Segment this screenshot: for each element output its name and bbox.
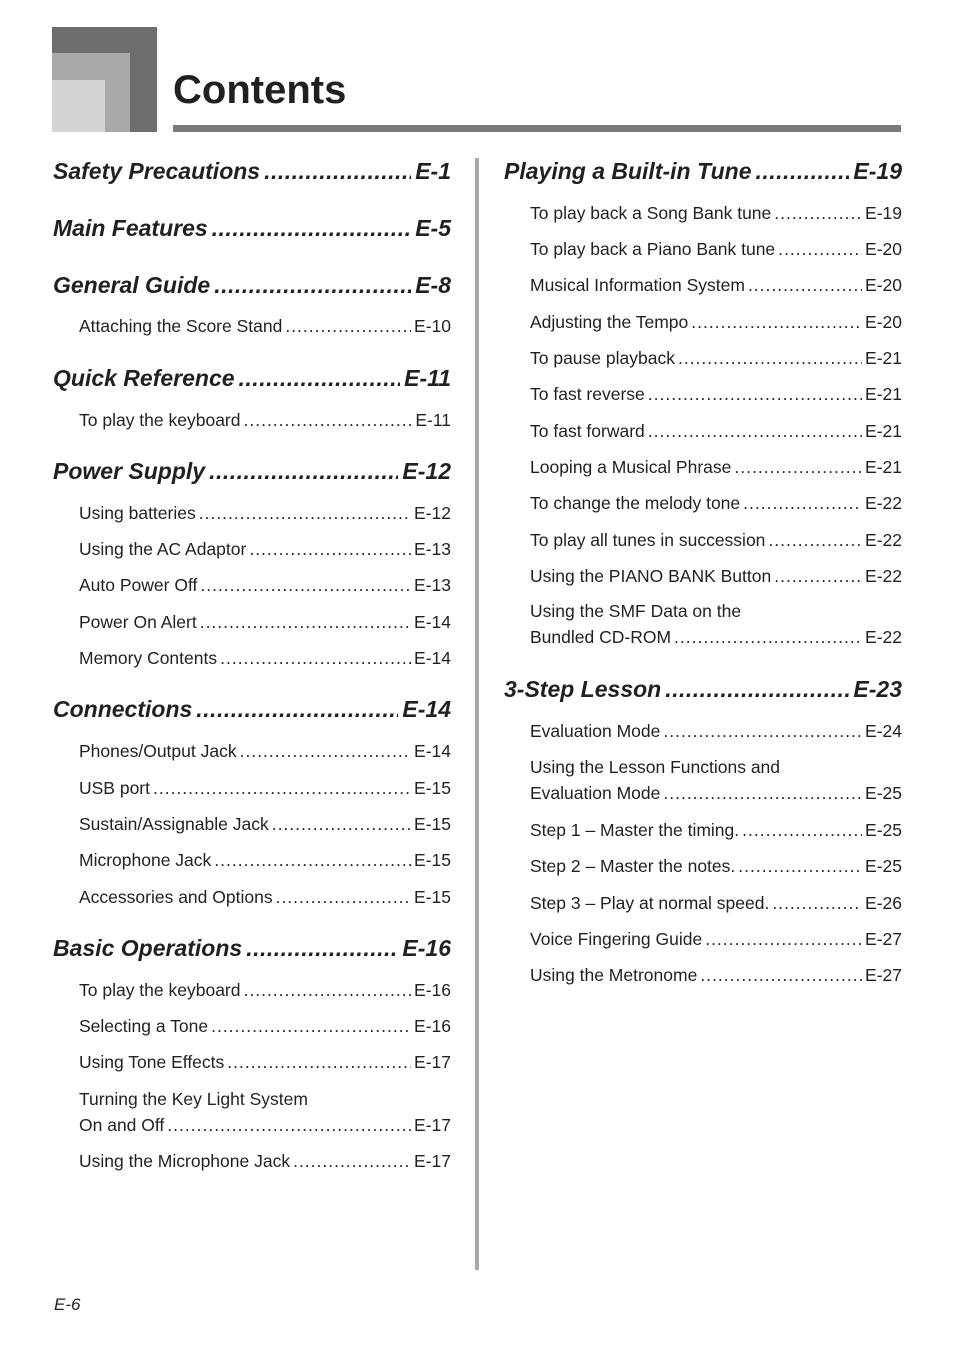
toc-entry[interactable]	[530, 237, 902, 261]
entry-page: E-24	[865, 721, 902, 741]
toc-entry[interactable]	[530, 528, 902, 552]
toc-entry[interactable]	[79, 646, 451, 670]
entry-label: Looping a Musical Phrase	[530, 457, 732, 477]
page-number: E-6	[54, 1295, 81, 1314]
toc-entry[interactable]	[530, 854, 902, 878]
section-title: Safety Precautions	[53, 158, 261, 184]
toc-entry[interactable]	[79, 739, 451, 763]
toc-entry[interactable]	[530, 201, 902, 225]
dot-leader	[214, 848, 411, 872]
header-decoration-inner	[52, 80, 105, 132]
entry-label: Voice Fingering Guide	[530, 929, 703, 949]
entry-label: Sustain/Assignable Jack	[79, 814, 269, 834]
entry-label: To play back a Song Bank tune	[530, 203, 772, 223]
section-title: Quick Reference	[53, 365, 235, 391]
entry-label: Power On Alert	[79, 612, 197, 632]
section-page: E-14	[402, 696, 451, 722]
toc-entry[interactable]	[530, 273, 902, 297]
toc-entry[interactable]	[79, 812, 451, 836]
entry-label-line1: Turning the Key Light System	[79, 1089, 308, 1109]
toc-section[interactable]	[53, 933, 451, 963]
dot-leader	[663, 781, 862, 805]
entry-label: Musical Information System	[530, 275, 745, 295]
entry-page: E-19	[865, 203, 902, 223]
entry-label-line1: Using the Lesson Functions and	[530, 757, 781, 777]
toc-entry[interactable]	[79, 885, 451, 909]
toc-entry[interactable]	[79, 573, 451, 597]
entry-label: USB port	[79, 778, 150, 798]
entry-page: E-26	[865, 893, 902, 913]
entry-page: E-22	[865, 530, 902, 550]
dot-leader	[214, 270, 411, 300]
section-title: Main Features	[53, 215, 208, 241]
dot-leader	[200, 573, 411, 597]
toc-entry[interactable]	[530, 599, 902, 651]
section-title: 3-Step Lesson	[504, 676, 662, 702]
toc-section[interactable]	[53, 363, 451, 393]
entry-label: Adjusting the Tempo	[530, 312, 689, 332]
entry-label: Auto Power Off	[79, 575, 198, 595]
entry-page: E-27	[865, 929, 902, 949]
entry-page: E-16	[414, 1016, 451, 1036]
entry-page: E-15	[414, 778, 451, 798]
entry-page: E-13	[414, 575, 451, 595]
entry-page: E-21	[865, 348, 902, 368]
toc-entry[interactable]	[530, 382, 902, 406]
entry-label: Using the AC Adaptor	[79, 539, 247, 559]
section-title: Connections	[53, 696, 193, 722]
entry-page: E-20	[865, 312, 902, 332]
entry-label: Using batteries	[79, 503, 196, 523]
toc-entry[interactable]	[79, 408, 451, 432]
dot-leader	[768, 528, 862, 552]
dot-leader	[211, 1014, 411, 1038]
dot-leader	[153, 776, 411, 800]
entry-label: To pause playback	[530, 348, 675, 368]
toc-entry[interactable]	[79, 610, 451, 634]
toc-section[interactable]	[504, 156, 902, 186]
section-page: E-16	[402, 935, 451, 961]
entry-label: Memory Contents	[79, 648, 218, 668]
entry-page: E-12	[414, 503, 451, 523]
dot-leader	[209, 456, 398, 486]
entry-label: Step 2 – Master the notes.	[530, 856, 736, 876]
entry-label: Phones/Output Jack	[79, 741, 237, 761]
entry-page: E-14	[414, 741, 451, 761]
dot-leader	[663, 719, 862, 743]
dot-leader	[276, 885, 411, 909]
title-rule	[173, 125, 901, 132]
entry-page: E-22	[865, 627, 902, 647]
toc-entry[interactable]	[530, 564, 902, 588]
toc-section[interactable]	[53, 694, 451, 724]
dot-leader	[212, 213, 412, 243]
entry-label: To fast reverse	[530, 384, 645, 404]
toc-entry[interactable]	[530, 419, 902, 443]
dot-leader	[772, 891, 862, 915]
toc-entry[interactable]	[530, 491, 902, 515]
dot-leader	[200, 610, 411, 634]
toc-entry[interactable]	[530, 346, 902, 370]
dot-leader	[774, 201, 862, 225]
entry-label: Using Tone Effects	[79, 1052, 225, 1072]
dot-leader	[199, 501, 411, 525]
entry-page: E-14	[414, 612, 451, 632]
entry-label: To play all tunes in succession	[530, 530, 766, 550]
entry-label: Using the PIANO BANK Button	[530, 566, 772, 586]
dot-leader	[220, 646, 411, 670]
dot-leader	[285, 314, 411, 338]
entry-page: E-20	[865, 275, 902, 295]
toc-entry[interactable]	[530, 891, 902, 915]
entry-page: E-10	[414, 316, 451, 336]
dot-leader	[748, 273, 862, 297]
dot-leader	[678, 346, 862, 370]
dot-leader	[738, 854, 862, 878]
dot-leader	[272, 812, 411, 836]
entry-label-line1: Using the SMF Data on the	[530, 601, 742, 621]
toc-entry[interactable]	[79, 1050, 451, 1074]
entry-page: E-15	[414, 850, 451, 870]
toc-entry[interactable]	[79, 776, 451, 800]
entry-page: E-17	[414, 1151, 451, 1171]
dot-leader	[756, 156, 850, 186]
dot-leader	[648, 419, 862, 443]
entry-page: E-25	[865, 856, 902, 876]
dot-leader	[774, 564, 862, 588]
section-page: E-19	[853, 158, 902, 184]
dot-leader	[246, 933, 398, 963]
entry-label: Using the Microphone Jack	[79, 1151, 291, 1171]
dot-leader	[293, 1149, 411, 1173]
entry-page: E-21	[865, 384, 902, 404]
entry-page: E-22	[865, 566, 902, 586]
entry-page: E-22	[865, 493, 902, 513]
toc-section[interactable]	[53, 213, 451, 243]
dot-leader	[742, 818, 862, 842]
dot-leader	[244, 408, 413, 432]
entry-page: E-17	[414, 1115, 451, 1135]
section-title: Basic Operations	[53, 935, 243, 961]
dot-leader	[249, 537, 411, 561]
entry-label: On and Off	[79, 1115, 165, 1135]
section-title: Power Supply	[53, 458, 206, 484]
dot-leader	[734, 455, 862, 479]
entry-label: Attaching the Score Stand	[79, 316, 283, 336]
toc-entry[interactable]	[530, 755, 902, 807]
entry-page: E-16	[414, 980, 451, 1000]
section-page: E-11	[404, 365, 451, 391]
entry-label: To change the melody tone	[530, 493, 741, 513]
dot-leader	[743, 491, 862, 515]
toc-entry[interactable]	[79, 848, 451, 872]
dot-leader	[244, 978, 412, 1002]
dot-leader	[665, 674, 849, 704]
entry-label: Using the Metronome	[530, 965, 698, 985]
toc-entry[interactable]	[79, 1087, 451, 1139]
entry-page: E-13	[414, 539, 451, 559]
entry-page: E-21	[865, 421, 902, 441]
dot-leader	[705, 927, 862, 951]
entry-page: E-14	[414, 648, 451, 668]
section-page: E-5	[415, 215, 451, 241]
entry-page: E-17	[414, 1052, 451, 1072]
dot-leader	[691, 310, 862, 334]
section-page: E-12	[402, 458, 451, 484]
section-page: E-23	[853, 676, 902, 702]
dot-leader	[167, 1113, 411, 1137]
section-page: E-1	[415, 158, 451, 184]
toc-section[interactable]	[504, 674, 902, 704]
dot-leader	[227, 1050, 411, 1074]
section-title: General Guide	[53, 272, 211, 298]
toc-entry[interactable]	[79, 537, 451, 561]
section-title: Playing a Built-in Tune	[504, 158, 752, 184]
page-title: Contents	[173, 68, 347, 112]
toc-entry[interactable]	[530, 963, 902, 987]
dot-leader	[778, 237, 862, 261]
dot-leader	[196, 694, 398, 724]
dot-leader	[240, 739, 411, 763]
toc-entry[interactable]	[530, 310, 902, 334]
entry-page: E-11	[415, 410, 451, 430]
entry-label: To fast forward	[530, 421, 645, 441]
entry-page: E-20	[865, 239, 902, 259]
entry-label: Evaluation Mode	[530, 721, 661, 741]
entry-label: Microphone Jack	[79, 850, 212, 870]
toc-entry[interactable]	[79, 314, 451, 338]
toc-section[interactable]	[53, 156, 451, 186]
dot-leader	[700, 963, 862, 987]
entry-label: To play the keyboard	[79, 980, 241, 1000]
entry-label: Bundled CD-ROM	[530, 627, 672, 647]
dot-leader	[648, 382, 862, 406]
column-divider	[475, 158, 479, 1270]
dot-leader	[674, 625, 862, 649]
entry-label: Selecting a Tone	[79, 1016, 209, 1036]
toc-section[interactable]	[53, 270, 451, 300]
toc-entry[interactable]	[530, 818, 902, 842]
entry-page: E-25	[865, 783, 902, 803]
entry-label: Step 1 – Master the timing.	[530, 820, 740, 840]
toc-entry[interactable]	[79, 978, 451, 1002]
section-page: E-8	[415, 272, 451, 298]
toc-section[interactable]	[53, 456, 451, 486]
entry-label: To play back a Piano Bank tune	[530, 239, 776, 259]
entry-label: Step 3 – Play at normal speed.	[530, 893, 770, 913]
toc-entry[interactable]	[530, 719, 902, 743]
toc-entry[interactable]	[79, 1149, 451, 1173]
entry-label: Accessories and Options	[79, 887, 273, 907]
entry-label: To play the keyboard	[79, 410, 241, 430]
toc-entry[interactable]	[530, 455, 902, 479]
entry-label: Evaluation Mode	[530, 783, 661, 803]
entry-page: E-25	[865, 820, 902, 840]
dot-leader	[264, 156, 411, 186]
entry-page: E-15	[414, 814, 451, 834]
entry-page: E-15	[414, 887, 451, 907]
toc-entry[interactable]	[79, 501, 451, 525]
dot-leader	[239, 363, 401, 393]
entry-page: E-21	[865, 457, 902, 477]
toc-entry[interactable]	[530, 927, 902, 951]
toc-entry[interactable]	[79, 1014, 451, 1038]
entry-page: E-27	[865, 965, 902, 985]
